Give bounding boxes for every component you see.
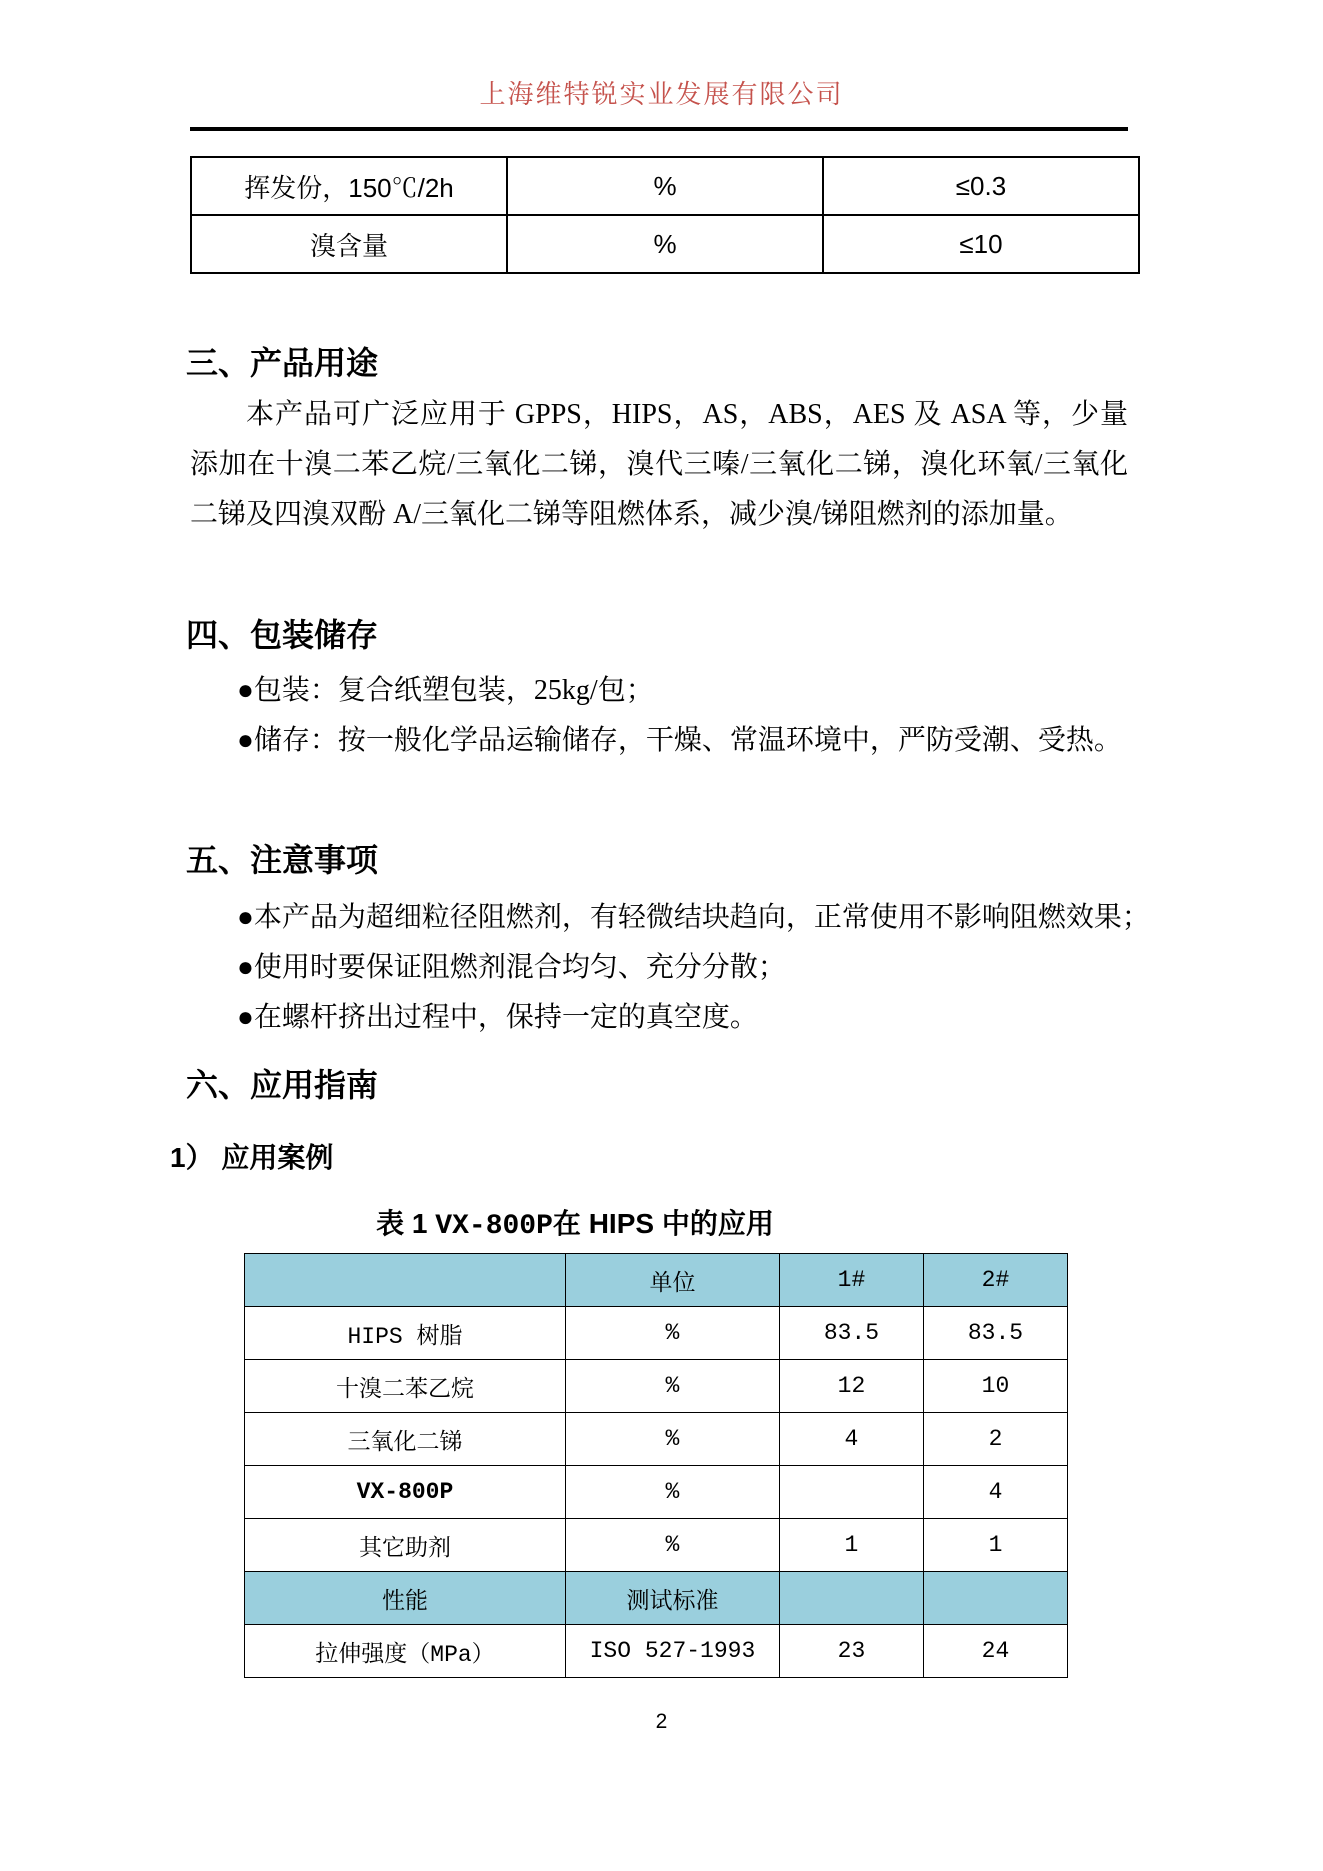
app-cell: % bbox=[565, 1360, 779, 1413]
section-5-bullet-list bbox=[190, 893, 1150, 1043]
application-table bbox=[244, 1253, 1068, 1678]
app-perf-header-cell: 性能 bbox=[245, 1572, 566, 1625]
app-cell: 1 bbox=[923, 1519, 1067, 1572]
table-caption-product: VX-800P bbox=[435, 1211, 553, 1242]
app-table-row bbox=[245, 1307, 1068, 1360]
bullet-item: ●包装：复合纸塑包装，25kg/包； bbox=[237, 675, 654, 706]
app-cell: 10 bbox=[923, 1360, 1067, 1413]
app-header-cell bbox=[245, 1254, 566, 1307]
application-case-heading: 1） 应用案例 bbox=[170, 1142, 334, 1173]
app-header-cell: 1# bbox=[779, 1254, 923, 1307]
spec-value: ≤10 bbox=[823, 215, 1139, 273]
app-cell: 4 bbox=[923, 1466, 1067, 1519]
app-cell bbox=[779, 1466, 923, 1519]
bullet-item: ●储存：按一般化学品运输储存，干燥、常温环境中，严防受潮、受热。 bbox=[237, 725, 1122, 756]
header-rule bbox=[190, 127, 1128, 131]
company-header-title: 上海维特锐实业发展有限公司 bbox=[479, 80, 844, 109]
section-3-title: 三、产品用途 bbox=[186, 345, 379, 381]
app-cell: % bbox=[565, 1466, 779, 1519]
app-cell: 83.5 bbox=[779, 1307, 923, 1360]
section-4-bullet-list bbox=[190, 666, 1140, 766]
app-table-row bbox=[245, 1519, 1068, 1572]
table-caption-prefix: 表 1 bbox=[376, 1208, 436, 1239]
spec-row bbox=[191, 157, 1139, 215]
app-cell: % bbox=[565, 1413, 779, 1466]
app-table-header-row bbox=[245, 1254, 1068, 1307]
app-cell: 83.5 bbox=[923, 1307, 1067, 1360]
app-cell: 1 bbox=[779, 1519, 923, 1572]
app-perf-header-cell bbox=[779, 1572, 923, 1625]
app-cell: 24 bbox=[923, 1625, 1067, 1678]
section-4-title: 四、包装储存 bbox=[186, 617, 379, 653]
app-table-row bbox=[245, 1466, 1068, 1519]
app-cell: 12 bbox=[779, 1360, 923, 1413]
app-cell: ISO 527-1993 bbox=[565, 1625, 779, 1678]
spec-name: 挥发份，150℃/2h bbox=[191, 157, 507, 215]
app-cell: 23 bbox=[779, 1625, 923, 1678]
app-cell: 三氧化二锑 bbox=[245, 1413, 566, 1466]
app-perf-header-cell: 测试标准 bbox=[565, 1572, 779, 1625]
app-cell-product: VX-800P bbox=[245, 1466, 566, 1519]
spec-name: 溴含量 bbox=[191, 215, 507, 273]
app-header-cell: 2# bbox=[923, 1254, 1067, 1307]
app-table-row bbox=[245, 1625, 1068, 1678]
app-cell: 十溴二苯乙烷 bbox=[245, 1360, 566, 1413]
app-table-row bbox=[245, 1413, 1068, 1466]
spec-table bbox=[190, 156, 1140, 274]
bullet-item: ●使用时要保证阻燃剂混合均匀、充分分散； bbox=[237, 952, 786, 983]
spec-unit: % bbox=[507, 157, 823, 215]
page-number: 2 bbox=[655, 1710, 668, 1733]
bullet-item: ●在螺杆挤出过程中，保持一定的真空度。 bbox=[237, 1002, 758, 1033]
app-cell: 2 bbox=[923, 1413, 1067, 1466]
section-6-title: 六、应用指南 bbox=[186, 1067, 379, 1103]
app-cell: % bbox=[565, 1307, 779, 1360]
app-cell: 其它助剂 bbox=[245, 1519, 566, 1572]
table-caption bbox=[190, 1202, 960, 1242]
spec-unit: % bbox=[507, 215, 823, 273]
spec-value: ≤0.3 bbox=[823, 157, 1139, 215]
app-cell: 拉伸强度（MPa） bbox=[245, 1625, 566, 1678]
table-caption-suffix: 在 HIPS 中的应用 bbox=[552, 1208, 774, 1239]
section-5-title: 五、注意事项 bbox=[186, 842, 379, 878]
app-cell: HIPS 树脂 bbox=[245, 1307, 566, 1360]
app-cell: 4 bbox=[779, 1413, 923, 1466]
spec-row bbox=[191, 215, 1139, 273]
bullet-item: ●本产品为超细粒径阻燃剂，有轻微结块趋向，正常使用不影响阻燃效果； bbox=[237, 902, 1150, 933]
app-perf-header-cell bbox=[923, 1572, 1067, 1625]
app-table-perf-header-row bbox=[245, 1572, 1068, 1625]
app-header-cell: 单位 bbox=[565, 1254, 779, 1307]
app-table-row bbox=[245, 1360, 1068, 1413]
app-cell: % bbox=[565, 1519, 779, 1572]
section-3-paragraph: 本产品可广泛应用于 GPPS，HIPS，AS，ABS，AES 及 ASA 等，少量添加在十溴二苯乙烷/三氧化二锑，溴代三嗪/三氧化二锑，溴化环氧/三氧化二锑及四溴双酚 A/三氧化二锑等阻燃体系，减少溴/锑阻燃剂的添加量。 bbox=[190, 399, 1128, 530]
